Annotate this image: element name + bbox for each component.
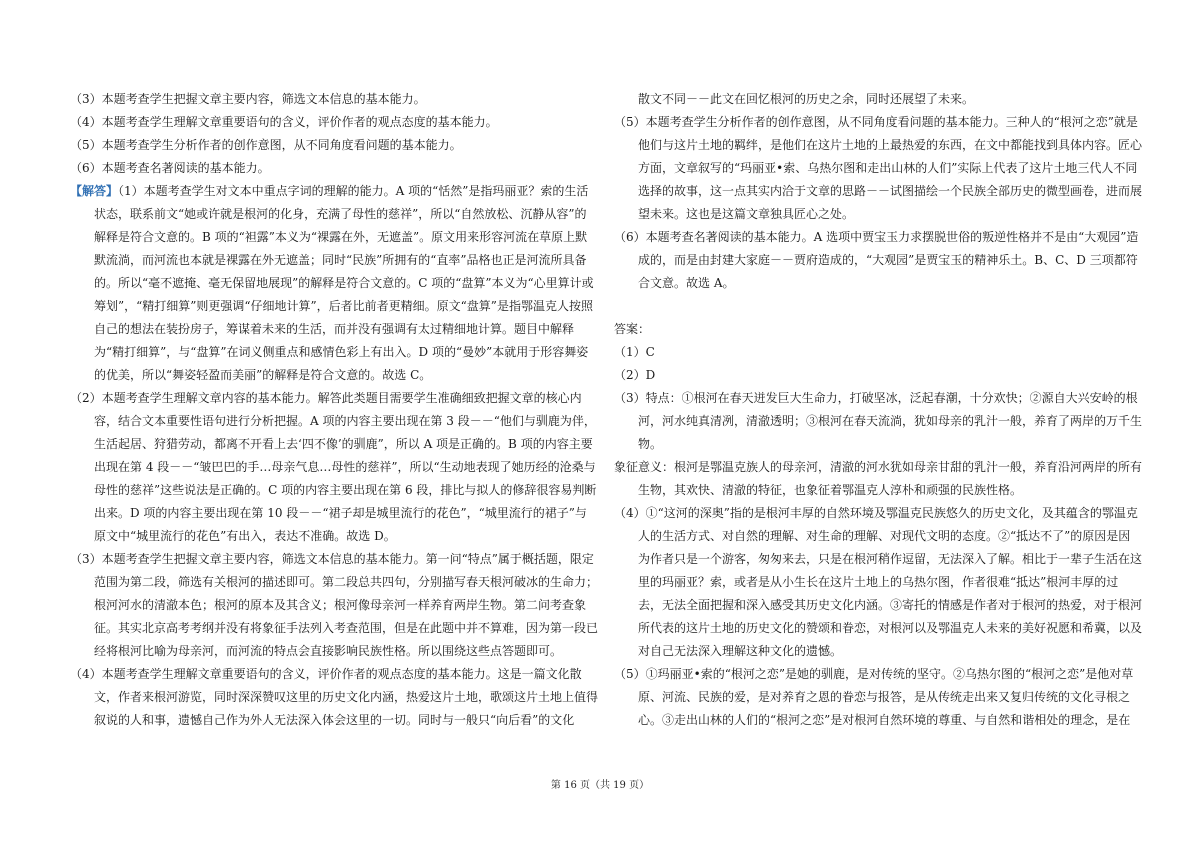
answer-4: （4）①“这河的深奥”指的是根河丰厚的自然环境及鄂温克民族悠久的历史文化，及其蕴含的鄂温克人的生活方式、对自然的理解、对生命的理解、对现代文明的态度。②“抵达不了”的原因是因为作者只是一个游客，匆匆来去，只是在根河稍作逗留，无法深入了解。相比于一辈子生活在这里的玛丽亚？索，或者是从小生长在这片土地上的乌热尔图，作者很难“抵达”根河丰厚的过去，无法全面把握和深入感受其历史文化内涵。③寄托的情感是作者对于根河的热爱，对于根河所代表的这片土地的历史文化的赞颂和眷恋，对根河以及鄂温克人未来的美好祝愿和希冀，以及对自己无法深入理解这种文化的遗憾。 xyxy=(614,506,1143,658)
solution-tag: 【解答】 xyxy=(70,184,119,198)
solution-item-4-continued: 散文不同－－此文在回忆根河的历史之余，同时还展望了未来。 xyxy=(638,92,975,106)
answer-label: 答案： xyxy=(614,322,651,336)
section-spacer xyxy=(614,295,1142,318)
solution-item-1-text: （1）本题考查学生对文本中重点字词的理解的能力。A 项的“恬然”是指玛丽亚？索的生活状态，联系前文“她或许就是根河的化身，充满了母性的慈祥”，所以“自然放松、沉静从容”的解释是符合文意的。B 项的“袒露”本义为“裸露在外，无遮盖”。原文用来形容河流在草原上默默流淌，而河流也本就是裸露在外无遮盖；同时“民族”所拥有的“直率”品格也正是河流所具备的。所以“毫不遮掩、毫无保留地展现”的解释是符合文意的。C 项的“盘算”本义为“心里算计或筹划”，“精打细算”则更强调“仔细地计算”，后者比前者更精细。原文“盘算”是指鄂温克人按照自己的想法在装扮房子，筹谋着未来的生活，而并没有强调有太过精细地计算。题目中解释为“精打细算”，与“盘算”在词义侧重点和感情色彩上有出入。D 项的“曼妙”本就用于形容舞姿的优美，所以“舞姿轻盈而美丽”的解释是符合文意的。故选 C。 xyxy=(94,184,594,382)
answer-1: （1）C xyxy=(614,345,655,359)
answer-3-symbolism: 象征意义：根河是鄂温克族人的母亲河，清澈的河水犹如母亲甘甜的乳汁一般，养育沿河两岸的所有生物，其欢快、清澈的特征，也象征着鄂温克人淳朴和顽强的民族性格。 xyxy=(614,460,1143,497)
answer-2: （2）D xyxy=(614,368,656,382)
solution-item-6: （6）本题考查名著阅读的基本能力。A 选项中贾宝玉力求摆脱世俗的叛逆性格并不是由“大观园”造成的，而是由封建大家庭－－贾府造成的，“大观园”是贾宝玉的精神乐土。B、C、D 三项都符合文意。故选 A。 xyxy=(614,230,1139,290)
page-number-footer: 第 16 页（共 19 页） xyxy=(550,780,650,791)
left-column xyxy=(70,88,598,732)
solution-item-1 xyxy=(70,180,598,387)
solution-item-4: （4）本题考查学生理解文章重要语句的含义，评价作者的观点态度的基本能力。这是一篇文化散文，作者来根河游览，同时深深赞叹这里的历史文化内涵，热爱这片土地，歌颂这片土地上值得叙说的人和事，遗憾自己作为外人无法深入体会这里的一切。同时与一般只“向后看”的文化 xyxy=(70,667,599,727)
right-column xyxy=(614,88,1142,732)
explanation-item-6: （6）本题考查名著阅读的基本能力。 xyxy=(70,161,270,175)
solution-item-5: （5）本题考查学生分析作者的创作意图，从不同角度看问题的基本能力。三种人的“根河之恋”就是他们与这片土地的羁绊，是他们在这片土地的上最热爱的东西，在文中都能找到具体内容。匠心方面，文章叙写的“玛丽亚•索、乌热尔图和走出山林的人们”实际上代表了这片土地三代人不同选择的故事，这一点其实内洽于文章的思路－－试图描绘一个民族全部历史的微型画卷，进而展望未来。这也是这篇文章独具匠心之处。 xyxy=(614,115,1143,221)
answer-5: （5）①玛丽亚•索的“根河之恋”是她的驯鹿，是对传统的坚守。②乌热尔图的“根河之恋”是他对草原、河流、民族的爱，是对养育之恩的眷恋与报答，是从传统走出来又复归传统的文化寻根之心。③走出山林的人们的“根河之恋”是对根河自然环境的尊重、与自然和谐相处的理念，是在 xyxy=(614,667,1134,727)
explanation-item-4: （4）本题考查学生理解文章重要语句的含义，评价作者的观点态度的基本能力。 xyxy=(70,115,498,129)
explanation-item-5: （5）本题考查学生分析作者的创作意图，从不同角度看问题的基本能力。 xyxy=(70,138,462,152)
explanation-item-3: （3）本题考查学生把握文章主要内容，筛选文本信息的基本能力。 xyxy=(70,92,426,106)
solution-item-2: （2）本题考查学生理解文章内容的基本能力。解答此类题目需要学生准确细致把握文章的核心内容，结合文本重要性语句进行分析把握。A 项的内容主要出现在第 3 段－－“他们与驯鹿为伴，生活起居、狩猎劳动，都离不开看上去‘四不像’的驯鹿”，所以 A 项是正确的。B 项的内容主要出现在第 4 段－－“皱巴巴的手…母亲气息…母性的慈祥”，所以“生动地表现了她历经的沧桑与母性的慈祥”这些说法是正确的。C 项的内容主要出现在第 6 段，排比与拟人的修辞很容易判断出来。D 项的内容主要出现在第 10 段－－“裙子却是城里流行的花色”，“城里流行的裙子”与原文中“城里流行的花色”有出入，表达不准确。故选 D。 xyxy=(70,391,597,543)
solution-item-3: （3）本题考查学生把握文章主要内容，筛选文本信息的基本能力。第一问“特点”属于概括题，限定范围为第二段，筛选有关根河的描述即可。第二段总共四句，分别描写春天根河破冰的生命力；根河河水的清澈本色；根河的原本及其含义；根河像母亲河一样养育两岸生物。第二问考查象征。其实北京高考考纲并没有将象征手法列入考查范围，但是在此题中并不算难，因为第一段已经将根河比喻为母亲河，而河流的特点会直接影响民族性格。所以围绕这些点答题即可。 xyxy=(70,552,599,658)
answer-3: （3）特点：①根河在春天迸发巨大生命力，打破坚冰，泛起春潮，十分欢快；②源自大兴安岭的根河，河水纯真清冽，清澈透明；③根河在春天流淌，犹如母亲的乳汁一般，养育了两岸的万千生物。 xyxy=(614,391,1143,451)
